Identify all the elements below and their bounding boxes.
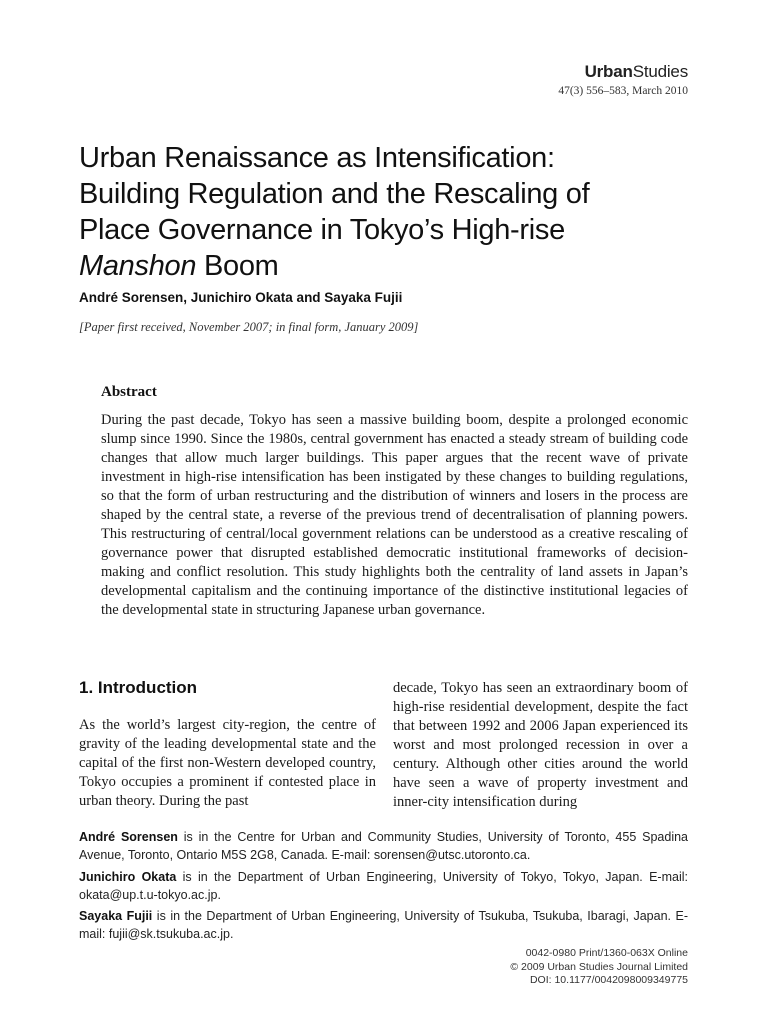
journal-logo-urban: Urban — [584, 62, 633, 81]
article-title — [79, 140, 679, 284]
intro-column-right: decade, Tokyo has seen an extraordinary boom of high-rise residential development, despite the fact that between 1992 and 2006 Japan experienced its worst and most prolonged recession in over a century. Although other cities around the world have seen a wave of property investment and inner-city intensification during — [393, 680, 688, 810]
journal-logo — [585, 62, 688, 82]
affiliation-name: Junichiro Okata — [79, 870, 177, 884]
title-line-1: Urban Renaissance as Intensification: — [79, 142, 555, 174]
affiliation-fujii — [79, 907, 688, 943]
title-line-2: Building Regulation and the Rescaling of — [79, 178, 590, 210]
author-list: André Sorensen, Junichiro Okata and Sayaka Fujii — [79, 290, 403, 305]
affiliation-okata — [79, 868, 688, 904]
affiliation-name: Sayaka Fujii — [79, 909, 153, 923]
title-italic-word: Manshon — [79, 250, 197, 282]
affiliation-sorensen — [79, 828, 688, 864]
issn-line: 0042-0980 Print/1360-063X Online — [525, 947, 688, 959]
affiliation-name: André Sorensen — [79, 830, 178, 844]
copyright-line: © 2009 Urban Studies Journal Limited — [510, 960, 688, 973]
section-heading-introduction: 1. Introduction — [79, 678, 198, 697]
abstract-body: During the past decade, Tokyo has seen a massive building boom, despite a prolonged economic slump since 1990. Since the 1980s, central government has enacted a steady stream of building code changes that allow much larger buildings. This paper argues that the recent wave of private investment in high-rise intensification has been instigated by these changes to building regulations, so that the form of urban restructuring and the distribution of winners and losers in the process are shaped by the central state, a reverse of the previous trend of decentralisation of planning powers. This restructuring of central/local government relations can be understood as a creative rescaling of governance power that disrupted established democratic institutional frameworks of decision-making and conflict resolution. This study highlights both the centrality of land assets in Japan’s developmental capitalism and the continuing importance of the distinctive institutional legacies of the developmental state in structuring Japanese urban governance. — [101, 412, 688, 618]
affiliation-text: is in the Department of Urban Engineering, University of Tsukuba, Tsukuba, Ibaragi, Japan. E-mail: fujii@sk.tsukuba.ac.jp. — [79, 909, 688, 941]
journal-logo-studies: Studies — [632, 62, 688, 81]
doi-line: DOI: 10.1177/0042098009349775 — [529, 974, 688, 986]
title-line-3: Place Governance in Tokyo’s High-rise — [79, 214, 565, 246]
title-line-4-rest: Boom — [196, 250, 279, 282]
journal-citation: 47(3) 556–583, March 2010 — [558, 85, 688, 97]
received-note: [Paper first received, November 2007; in final form, January 2009] — [79, 320, 419, 334]
intro-column-left: As the world’s largest city-region, the centre of gravity of the leading developmental state and the capital of the first non-Western developed country, Tokyo occupies a prominent if contested place in urban theory. During the past — [79, 717, 376, 809]
affiliation-text: is in the Department of Urban Engineering, University of Tokyo, Tokyo, Japan. E-mail: okata@up.t.u-tokyo.ac.jp. — [79, 870, 688, 902]
abstract-heading: Abstract — [101, 384, 157, 400]
affiliation-text: is in the Centre for Urban and Community Studies, University of Toronto, 455 Spadina Avenue, Toronto, Ontario M5S 2G8, Canada. E-mail: sorensen@utsc.utoronto.ca. — [79, 830, 688, 862]
footer-identifiers — [510, 947, 688, 988]
